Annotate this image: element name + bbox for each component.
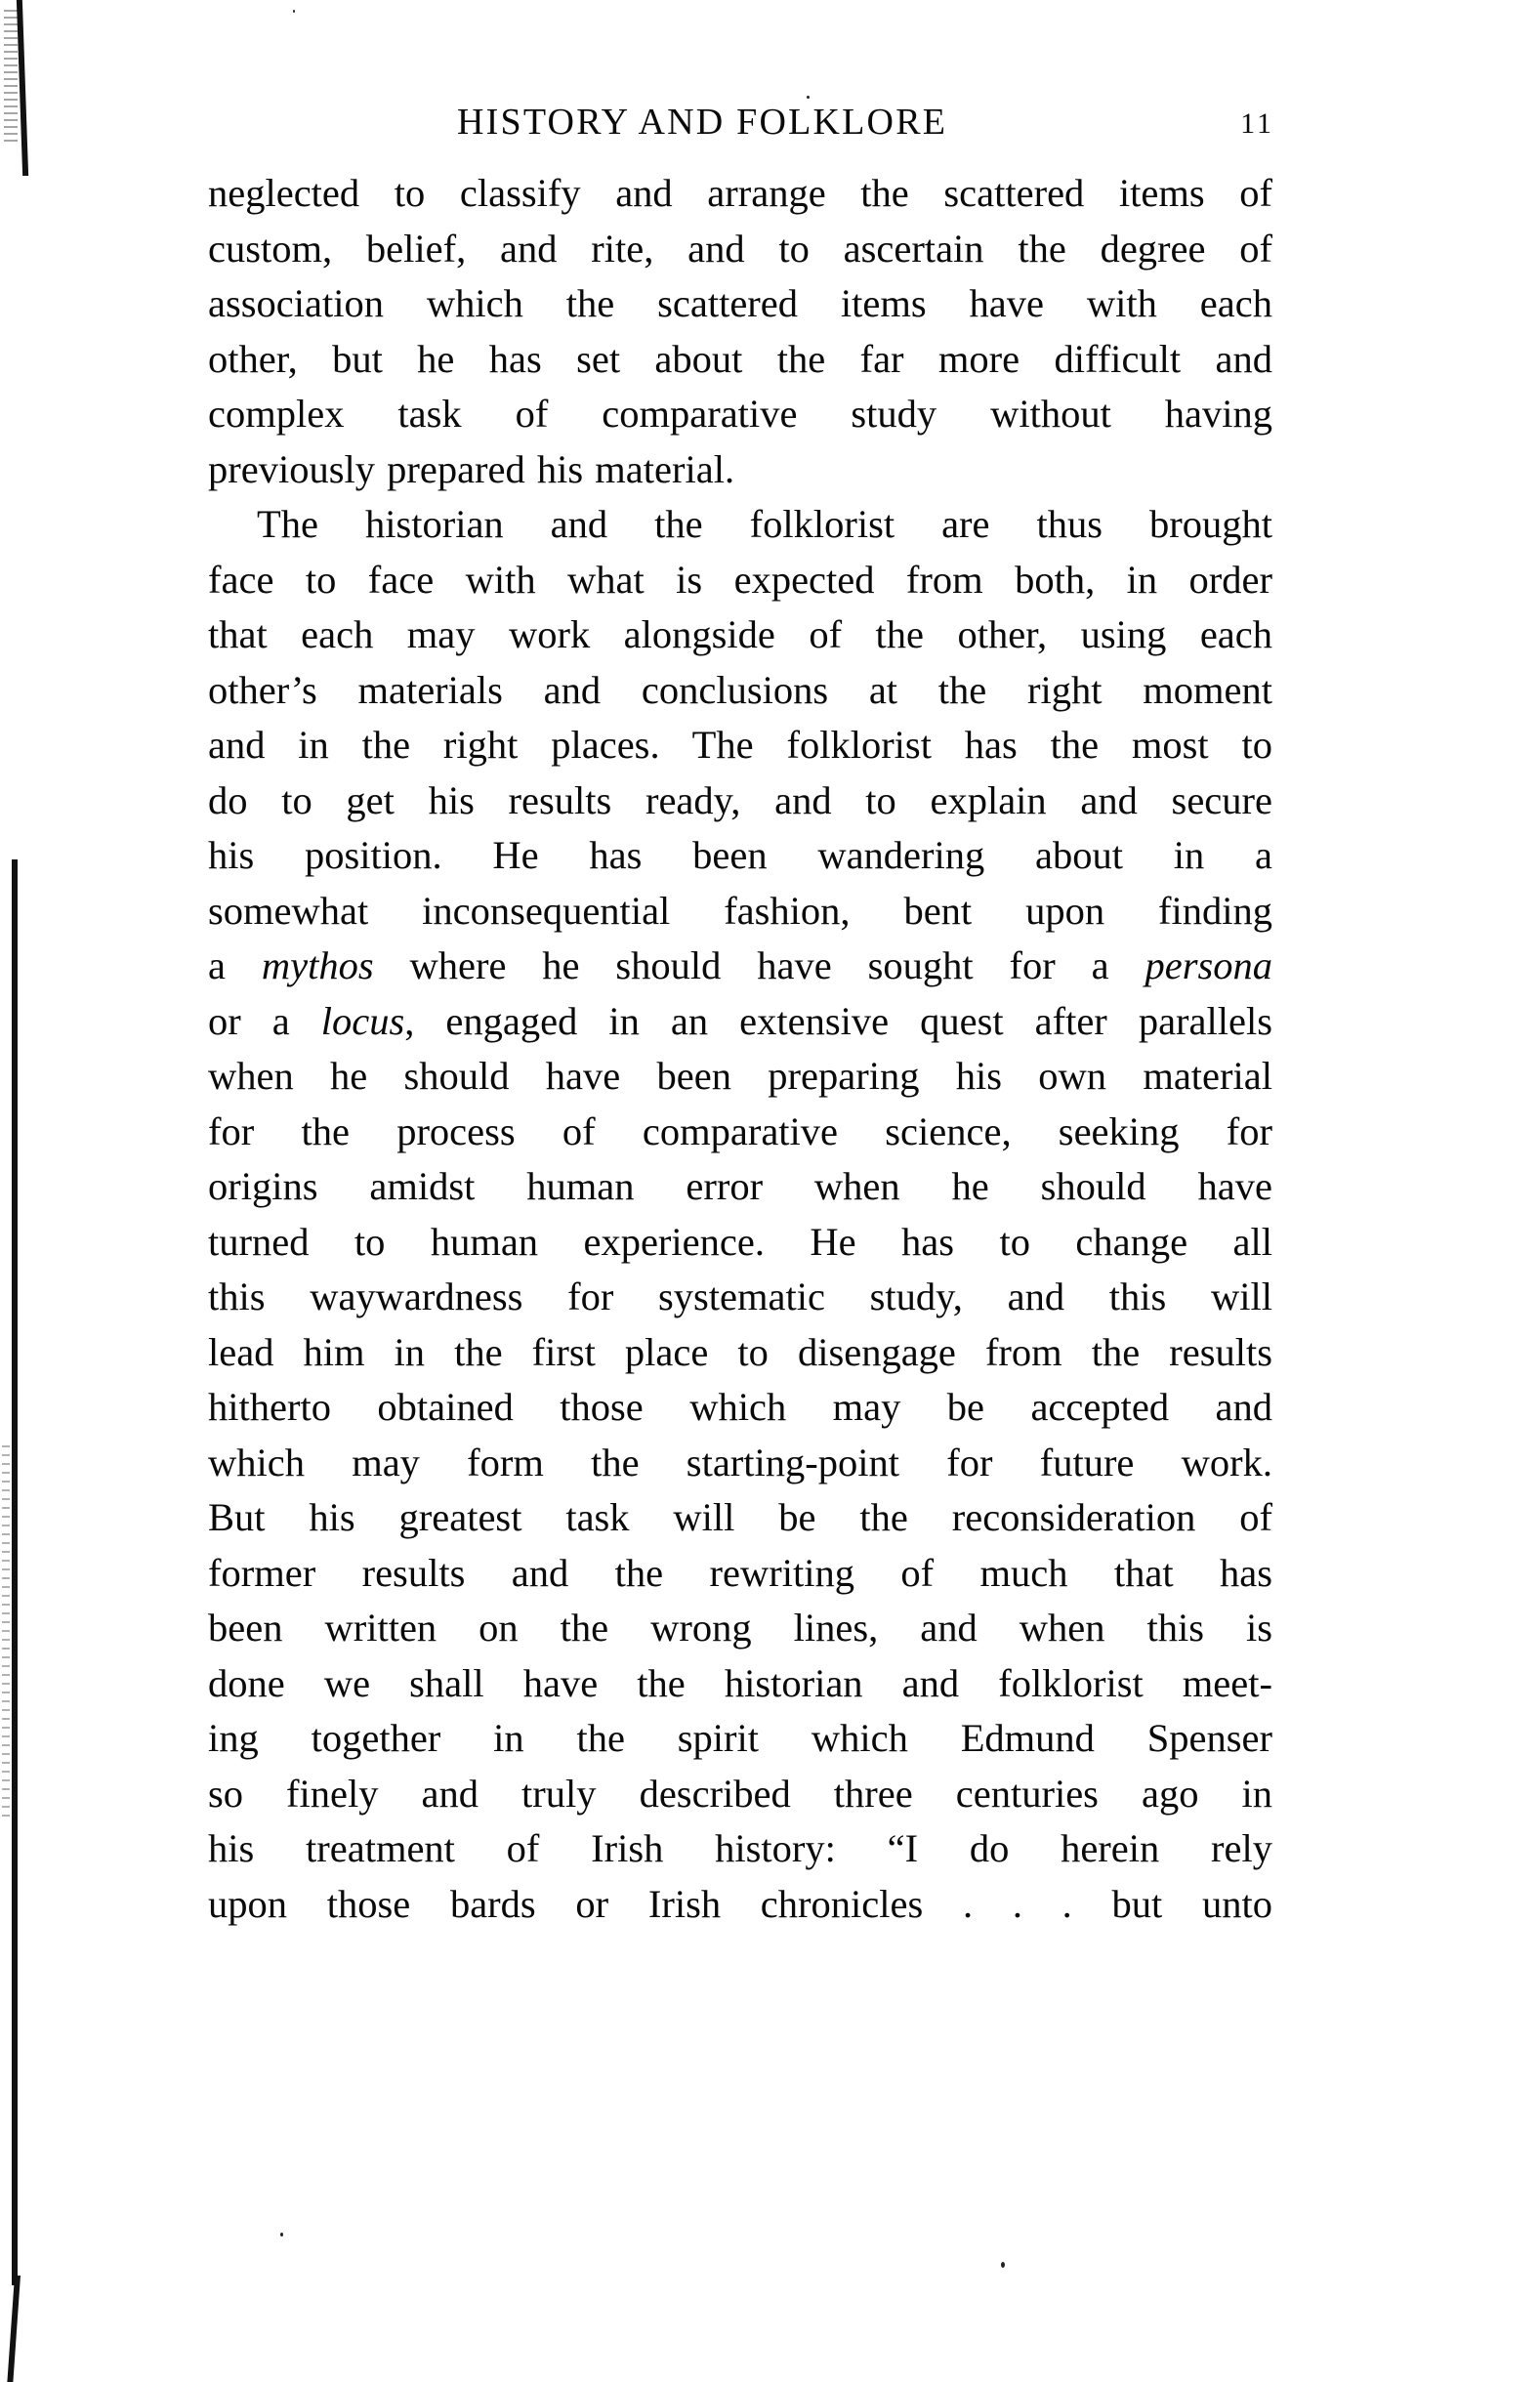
scan-speck [1001,2262,1005,2268]
text-line: lead him in the first place to disengage from the results [208,1329,1272,1374]
text-line: association which the scattered items have with each [208,281,1272,325]
text-line: custom, belief, and rite, and to ascertain the degree of [208,226,1272,271]
text-line: his treatment of Irish history: “I do herein rely [208,1826,1272,1870]
italic-term-mythos: mythos [261,943,374,987]
text-line: do to get his results ready, and to explain and secure [208,777,1272,822]
text-line: for the process of comparative science, seeking for [208,1108,1272,1153]
text-line: that each may work alongside of the other, using each [208,612,1272,656]
italic-term-persona: persona [1145,943,1272,987]
text-line: neglected to classify and arrange the scattered items of [208,171,1272,215]
text-run: , engaged in an extensive quest after parallels [404,998,1272,1043]
text-line: complex task of comparative study without having [208,392,1272,436]
text-line: ing together in the spirit which Edmund Spenser [208,1716,1272,1760]
text-line [208,939,1272,994]
text-line: previously prepared his material. [208,446,735,491]
text-run: or a [208,998,321,1043]
text-line: so finely and truly described three centuries ago in [208,1771,1272,1816]
text-run: a [208,943,262,987]
paragraph-2 [208,497,1272,1932]
scan-binding-edge [12,859,18,2285]
text-line: somewhat inconsequential fashion, bent upon finding [208,888,1272,933]
text-line: hitherto obtained those which may be accepted and [208,1385,1272,1429]
text-line: turned to human experience. He has to change all [208,1219,1272,1264]
text-line: done we shall have the historian and folklorist meet- [208,1660,1272,1705]
text-line: this waywardness for systematic study, and this will [208,1275,1272,1318]
text-line [208,994,1272,1050]
scan-binding-edge-top [17,0,28,176]
text-line: origins amidst human error when he should have [208,1164,1272,1208]
text-run: where he should have sought for a [373,943,1145,987]
scan-binding-edge-bottom [7,2276,21,2382]
page-number: 11 [1240,107,1274,140]
scan-edge-specks [4,10,18,146]
scan-speck [293,10,295,13]
scan-edge-specks [2,1445,10,1817]
text-line: other, but he has set about the far more difficult and [208,336,1272,381]
text-line: face to face with what is expected from both, in order [208,557,1272,602]
text-line: upon those bards or Irish chronicles . . . but unto [208,1881,1272,1926]
text-line: former results and the rewriting of much that has [208,1550,1272,1595]
text-line: and in the right places. The folklorist has the most to [208,723,1272,767]
text-line: when he should have been preparing his own material [208,1054,1272,1098]
text-line: which may form the starting-point for future work. [208,1440,1272,1484]
paragraph-1 [208,166,1272,497]
text-line: But his greatest task will be the reconsideration of [208,1495,1272,1539]
running-title: HISTORY AND FOLKLORE [457,102,948,143]
body-text [208,166,1272,1932]
scan-speck [280,2233,283,2236]
text-line: The historian and the folklorist are thus brought [257,502,1272,546]
text-line: been written on the wrong lines, and when this is [208,1606,1272,1650]
running-head [208,98,1274,146]
italic-term-locus: locus [320,998,405,1043]
text-line: other’s materials and conclusions at the right moment [208,667,1272,712]
text-line: his position. He has been wandering about in a [208,833,1272,877]
